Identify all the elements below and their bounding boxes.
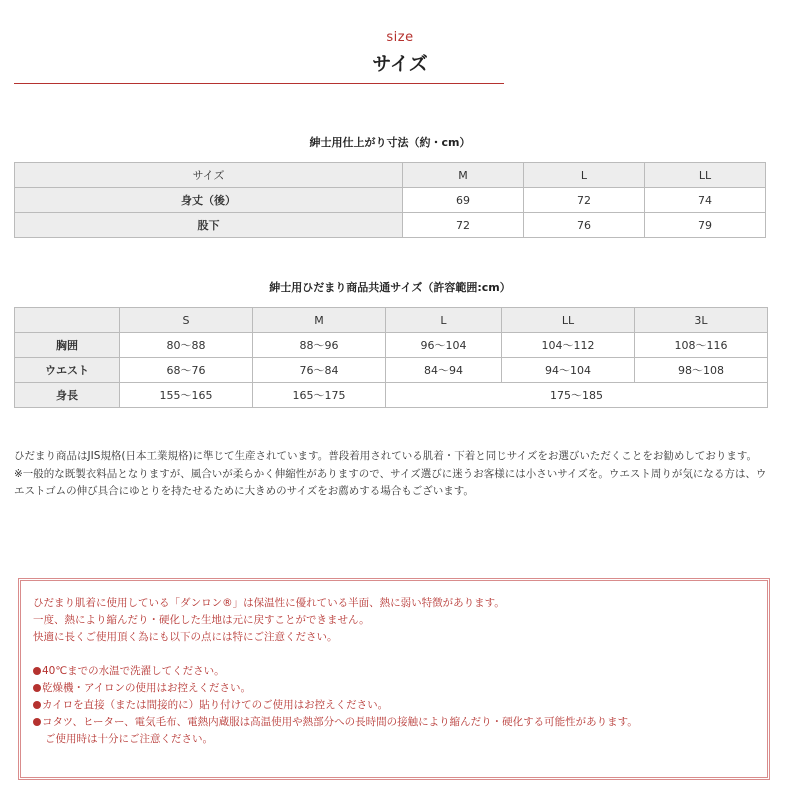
table-cell: 74 — [645, 188, 766, 213]
care-intro-line: ひだまり肌着に使用している「ダンロン®」は保温性に優れている半面、熱に弱い特徴があります。 — [33, 597, 505, 609]
finished-dimensions-table — [14, 162, 766, 238]
table-cell: 84～94 — [386, 358, 502, 383]
table-cell: 94～104 — [502, 358, 635, 383]
table-cell: 165～175 — [253, 383, 386, 408]
table-cell: 72 — [403, 213, 524, 238]
column-header: サイズ — [15, 163, 403, 188]
column-header: M — [403, 163, 524, 188]
table-cell: 72 — [524, 188, 645, 213]
table-row — [15, 333, 768, 358]
table-cell: 68～76 — [120, 358, 253, 383]
table-cell: 155～165 — [120, 383, 253, 408]
table-cell: 79 — [645, 213, 766, 238]
note-paragraph: ※一般的な既製衣料品となりますが、風合いが柔らかく伸縮性がありますので、サイズ選びに迷うお客様には小さいサイズを。ウエスト周りが気になる方は、ウエストゴムの伸び具合にゆとりを持たせるために大きめのサイズをお薦めする場合もございます。 — [14, 467, 767, 497]
table-header-row — [15, 163, 766, 188]
common-size-table — [14, 307, 768, 408]
care-item-text: カイロを直接（または間接的に）貼り付けてのご使用はお控えください。 — [42, 699, 389, 711]
column-header: M — [253, 308, 386, 333]
column-header: S — [120, 308, 253, 333]
care-item-text: 40℃までの水温で洗濯してください。 — [42, 665, 225, 677]
section-header — [0, 30, 800, 76]
column-header — [15, 308, 120, 333]
care-intro-line: 一度、熱により縮んだり・硬化した生地は元に戻すことができません。 — [33, 614, 370, 626]
section-title-jp: サイズ — [372, 53, 428, 75]
table-cell: 76～84 — [253, 358, 386, 383]
care-item — [33, 714, 753, 731]
table-cell: 69 — [403, 188, 524, 213]
care-item-text: コタツ、ヒーター、電気毛布、電熱内蔵服は高温使用や熱部分への長時間の接触により縮んだり・硬化する可能性があります。 — [42, 716, 638, 728]
care-item — [33, 663, 753, 680]
care-item-text: 乾燥機・アイロンの使用はお控えください。 — [42, 682, 252, 694]
row-label: 身丈（後） — [15, 188, 403, 213]
table-row — [15, 213, 766, 238]
column-header: 3L — [635, 308, 768, 333]
section-title-en: size — [386, 30, 414, 45]
table-row — [15, 188, 766, 213]
table-cell: 175～185 — [386, 383, 768, 408]
column-header: LL — [502, 308, 635, 333]
bullet-icon — [33, 667, 41, 675]
column-header: L — [524, 163, 645, 188]
care-intro-line: 快適に長くご使用頂く為にも以下の点には特にご注意ください。 — [33, 631, 338, 643]
table-row — [15, 358, 768, 383]
table-cell: 108～116 — [635, 333, 768, 358]
care-closing: ご使用時は十分にご注意ください。 — [45, 733, 213, 745]
table-cell: 76 — [524, 213, 645, 238]
table-header-row — [15, 308, 768, 333]
row-label: 股下 — [15, 213, 403, 238]
row-label: 身長 — [15, 383, 120, 408]
column-header: LL — [645, 163, 766, 188]
row-label: ウエスト — [15, 358, 120, 383]
care-notice-box — [18, 578, 770, 780]
size-notes — [14, 448, 774, 501]
bullet-icon — [33, 684, 41, 692]
common-size-title: 紳士用ひだまり商品共通サイズ（許容範囲:cm） — [269, 281, 511, 294]
finished-dimensions-title: 紳士用仕上がり寸法（約・cm） — [309, 136, 471, 149]
care-item — [33, 697, 753, 714]
column-header: L — [386, 308, 502, 333]
table-row — [15, 383, 768, 408]
table-cell: 104～112 — [502, 333, 635, 358]
bullet-icon — [33, 701, 41, 709]
table-cell: 88～96 — [253, 333, 386, 358]
note-paragraph: ひだまり商品はJIS規格(日本工業規格)に準じて生産されています。普段着用されている肌着・下着と同じサイズをお選びいただくことをお勧めしております。 — [14, 450, 758, 462]
row-label: 胸囲 — [15, 333, 120, 358]
table-cell: 98～108 — [635, 358, 768, 383]
header-divider — [14, 83, 504, 84]
table-cell: 96～104 — [386, 333, 502, 358]
bullet-icon — [33, 718, 41, 726]
care-item — [33, 680, 753, 697]
table-cell: 80～88 — [120, 333, 253, 358]
